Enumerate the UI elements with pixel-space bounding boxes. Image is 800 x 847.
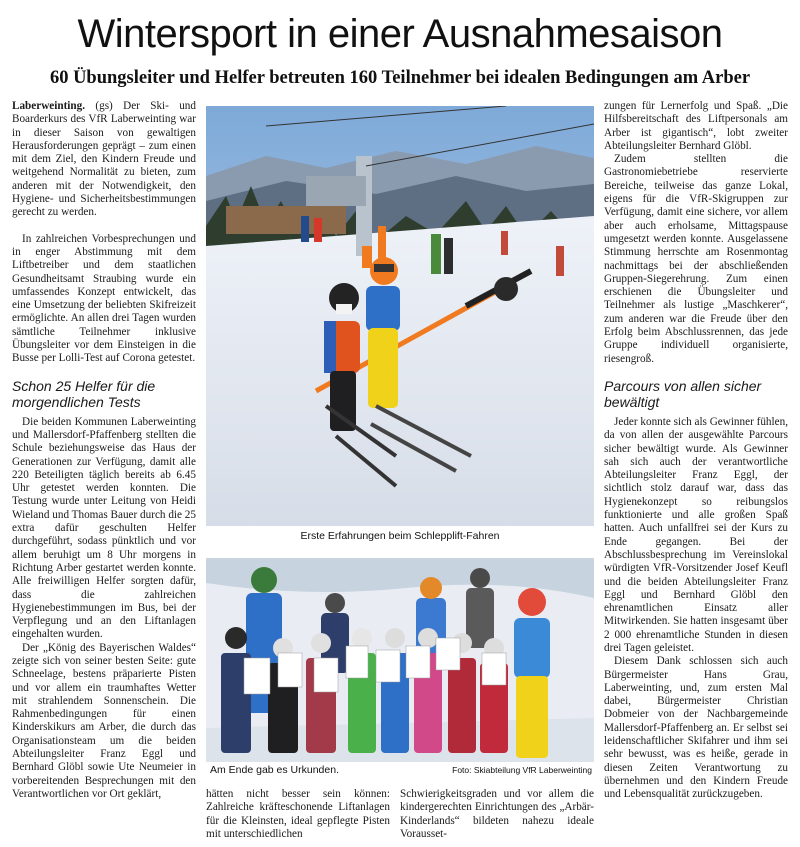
paragraph: (gs) Der Ski- und Boarderkurs des VfR Laberweinting war in dieser Saison von gewaltigen Herausforderungen geprägt – zum einen mit dem Ziel, den Kindern Freude und weitgehend Normalität zu bieten, zum anderen mit der Notwendigkeit, den Hygiene- und Sicherheitsbestimmungen gerecht zu werden. xyxy=(12,100,196,219)
section-heading: Parcours von allen sicher bewältigt xyxy=(604,377,762,410)
group-certificates-photo xyxy=(206,558,594,762)
paragraph: Die beiden Kommunen Laberweinting und Mallersdorf-Pfaffenberg stellten die Schule beziehungsweise das Haus der Generationen zur Verfügung, damit alle 220 Beteiligten täglich bereits ab 6.45 Uhr getestet werden konnten. Die Testung wurde unter Leitung von Heidi Wieland und Thomas Bauer durch die 25 extra dafür geschulten Helfer durchgeführt, sodass pünktlich und vor allem beruhigt um 8 Uhr morgens in Richtung Arber gestartet werden konnte. Alle freiwilligen Helfer sorgten dafür, dass die zahlreichen Hygienebestimmungen im Bus, bei der Verpflegung und an den Liftanlagen eingehalten wurden. xyxy=(12,415,196,641)
paragraph: zungen für Lernerfolg und Spaß. „Die Hilfsbereitschaft des Liftpersonals am Arber ist gigantisch“, lobt zweiter Abteilungsleiter Bernhard Glöbl. xyxy=(604,100,788,152)
article-column-4 xyxy=(604,100,788,840)
photo-caption: Am Ende gab es Urkunden. xyxy=(210,764,339,776)
photo-credit: Foto: Skiabteilung VfR Laberweinting xyxy=(452,765,592,775)
dateline: Laberweinting. xyxy=(12,100,86,112)
article-column-2 xyxy=(206,788,390,838)
paragraph: hätten nicht besser sein können: Zahlreiche kräfteschonende Liftanlagen für die Kleinsten, ideal gepflegte Pisten mit unterschiedlichen xyxy=(206,788,390,838)
paragraph: Der „König des Bayerischen Waldes“ zeigte sich von seiner besten Seite: gute Schneelage, bestens präparierte Pisten und vor allem ein traumhaftes Wetter mit strahlendem Sonnenschein. Die Rahmenbedingungen für einen Kinderskikurs am Arber, die durch das Organisationsteam um die beiden Abteilungsleiter Franz Eggl und Bernhard Glöbl sowie Ute Neumeier in vorbereitenden Besprechungen mit den Verantwortlichen vor Ort geklärt, xyxy=(12,641,196,800)
photo-caption: Erste Erfahrungen beim Schlepplift-Fahren xyxy=(300,530,500,542)
paragraph: Schwierigkeitsgraden und vor allem die kindergerechten Einrichtungen des „Arbär-Kinderlands“ bildeten nahezu ideale Vorausset- xyxy=(400,788,594,838)
paragraph: Diesem Dank schlossen sich auch Bürgermeister Hans Grau, Laberweinting, und, zum ersten Mal dabei, Bürgermeister Christian Dobmeier von der Nachbargemeinde Mallersdorf-Pfaffenberg an. Er selbst sei leidenschaftlicher Skifahrer und ihm sei sehr bewusst, was es heiße, gerade in diesen Zeiten Verantwortung zu übernehmen und den Kindern Freude und Lebensqualität zurückzugeben. xyxy=(604,655,788,801)
section-heading: Schon 25 Helfer für die morgendlichen Tests xyxy=(12,377,156,410)
paragraph: Zudem stellten die Gastronomiebetriebe reservierte Bereiche, teilweise das ganze Lokal, eigens für die VfR-Skigruppen zur Verfügung, damit eine sichere, vor allem aber auch erholsame, Mittagspause umgesetzt werden konnte. Ausgelassene Stimmung herrschte am Rosenmontag nachmittags bei der abschließenden Gruppen-Siegerehrung. Zum einen erschienen die Übungsleiter und Teilnehmer als lustige „Maschkerer“, zum anderen war die Freude über den Erfolg beim Abschlussrennen, das jede Gruppe individuell organisierte, riesengroß. xyxy=(604,153,788,365)
ski-lift-photo xyxy=(206,106,594,526)
paragraph: In zahlreichen Vorbesprechungen und in enger Abstimmung mit dem Liftbetreiber und dem staatlichen Gesundheitsamt Straubing wurde ein umfassendes Konzept entwickelt, das eine Umsetzung der beliebten Skifreizeit ermöglichte. An allen drei Tagen wurden sämtliche Teilnehmer inklusive Übungsleiter vor dem Einsteigen in die Busse per Lolli-Test auf Corona getestet. xyxy=(12,232,196,365)
paragraph: Jeder konnte sich als Gewinner fühlen, da von allen der ausgewählte Parcours sicher bewältigt wurde. Als Gewinner sah sich auch der verantwortliche Abteilungsleiter Franz Eggl, der sichtlich stolz darauf war, dass das Hygienekonzept so reibungslos funktionierte und alle großen Spaß hatten. Auch unfallfrei sei der Kurs zu Ende gegangen. Bei der Abschlussbesprechung im Vereinslokal würdigten VfR-Vorsitzender Josef Keufl und die beiden Abteilungsleiter Franz Eggl und Bernhard Glöbl den ehrenamtlichen Einsatz aller Mitwirkenden. Sie hatten insgesamt über 2 000 ehrenamtliche Stunden in diesen drei Tagen geleistet. xyxy=(604,415,788,654)
article-headline: Wintersport in einer Ausnahmesaison xyxy=(77,12,723,56)
article-subheadline: 60 Übungsleiter und Helfer betreuten 160 Teilnehmer bei idealen Bedingungen am Arber xyxy=(49,68,751,88)
article-column-1 xyxy=(12,100,196,840)
article-column-3 xyxy=(400,788,594,838)
